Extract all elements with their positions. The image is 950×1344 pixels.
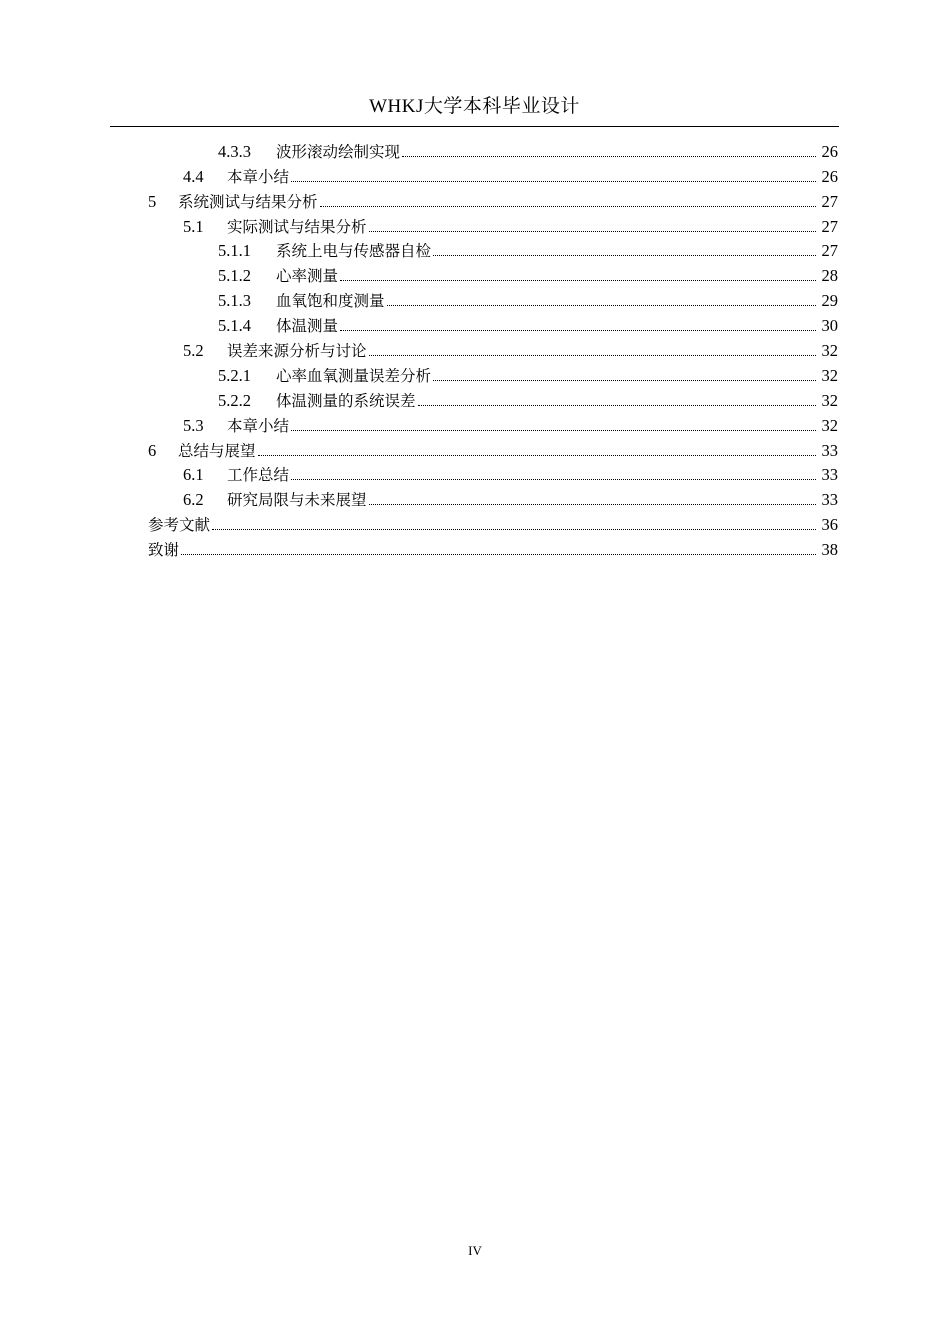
dot-leader	[340, 279, 816, 281]
toc-entry-number: 5.3	[183, 415, 204, 435]
page-header	[110, 92, 839, 127]
toc-entry-title: 参考文献	[148, 516, 211, 535]
toc-entry-number: 6	[148, 440, 157, 460]
toc-entry[interactable]	[148, 212, 838, 237]
toc-entry[interactable]	[148, 436, 838, 461]
toc-entry-number: 5.1.4	[218, 316, 251, 336]
toc-entry-number: 4.4	[183, 166, 204, 186]
toc-entry-title: 波形滚动绘制实现	[276, 142, 401, 161]
dot-leader	[369, 503, 816, 505]
toc-entry-page: 29	[821, 291, 838, 311]
dot-leader	[291, 180, 816, 182]
toc-entry-title: 研究局限与未来展望	[227, 491, 367, 510]
toc-entry-number: 6.1	[183, 465, 204, 485]
toc-entry-number: 5	[148, 191, 157, 211]
dot-leader	[291, 429, 816, 431]
toc-entry[interactable]	[148, 485, 838, 510]
toc-entry-title: 体温测量	[276, 317, 339, 336]
toc-entry[interactable]	[148, 535, 838, 560]
dot-leader	[340, 329, 816, 331]
toc-entry-title: 致谢	[148, 541, 180, 560]
toc-entry-page: 33	[821, 440, 838, 460]
toc-entry-page: 27	[821, 191, 838, 211]
dot-leader	[320, 205, 816, 207]
toc-entry[interactable]	[148, 237, 838, 262]
toc-entry-number: 5.2.1	[218, 365, 251, 385]
toc-entry-number: 4.3.3	[218, 141, 251, 161]
dot-leader	[369, 354, 816, 356]
toc-entry[interactable]	[148, 311, 838, 336]
toc-entry-number: 5.1.1	[218, 241, 251, 261]
toc-entry[interactable]	[148, 386, 838, 411]
table-of-contents	[148, 137, 838, 560]
toc-entry-page: 33	[821, 490, 838, 510]
toc-entry[interactable]	[148, 510, 838, 535]
toc-entry-number: 5.1.3	[218, 291, 251, 311]
dot-leader	[402, 155, 816, 157]
toc-entry-title: 系统上电与传感器自检	[276, 242, 432, 261]
page-footer	[0, 1243, 950, 1259]
toc-entry-number: 5.2	[183, 341, 204, 361]
dot-leader	[369, 230, 816, 232]
toc-entry-number: 5.2.2	[218, 390, 251, 410]
toc-entry-title: 系统测试与结果分析	[178, 192, 318, 211]
toc-entry-title: 本章小结	[227, 167, 290, 186]
dot-leader	[258, 454, 816, 456]
toc-entry[interactable]	[148, 336, 838, 361]
toc-entry-page: 32	[821, 365, 838, 385]
toc-entry-page: 27	[821, 241, 838, 261]
toc-entry-title: 实际测试与结果分析	[227, 217, 367, 236]
toc-entry-title: 血氧饱和度测量	[276, 292, 385, 311]
dot-leader	[433, 254, 816, 256]
toc-entry[interactable]	[148, 137, 838, 162]
toc-entry-page: 26	[821, 141, 838, 161]
page-number: IV	[468, 1243, 482, 1258]
toc-entry[interactable]	[148, 261, 838, 286]
toc-entry[interactable]	[148, 461, 838, 486]
toc-entry-page: 38	[821, 540, 838, 560]
toc-entry[interactable]	[148, 361, 838, 386]
dot-leader	[212, 528, 816, 530]
toc-entry-title: 误差来源分析与讨论	[227, 342, 367, 361]
toc-entry[interactable]	[148, 411, 838, 436]
dot-leader	[387, 304, 816, 306]
dot-leader	[418, 404, 816, 406]
toc-entry-title: 体温测量的系统误差	[276, 391, 416, 410]
toc-entry[interactable]	[148, 187, 838, 212]
toc-entry-title: 本章小结	[227, 416, 290, 435]
toc-entry-number: 6.2	[183, 490, 204, 510]
toc-entry-title: 心率血氧测量误差分析	[276, 366, 432, 385]
toc-entry-title: 总结与展望	[178, 441, 256, 460]
dot-leader	[433, 379, 816, 381]
toc-entry-page: 28	[821, 266, 838, 286]
toc-entry-number: 5.1.2	[218, 266, 251, 286]
dot-leader	[181, 553, 816, 555]
toc-entry[interactable]	[148, 162, 838, 187]
toc-entry-page: 27	[821, 216, 838, 236]
toc-entry-page: 33	[821, 465, 838, 485]
toc-entry-number: 5.1	[183, 216, 204, 236]
toc-entry-page: 26	[821, 166, 838, 186]
dot-leader	[291, 478, 816, 480]
toc-entry-title: 心率测量	[276, 267, 339, 286]
toc-entry-page: 36	[821, 515, 838, 535]
toc-entry-page: 32	[821, 390, 838, 410]
toc-entry-page: 32	[821, 341, 838, 361]
toc-entry-page: 32	[821, 415, 838, 435]
toc-entry[interactable]	[148, 286, 838, 311]
header-title: WHKJ大学本科毕业设计	[369, 96, 580, 117]
toc-entry-page: 30	[821, 316, 838, 336]
toc-entry-title: 工作总结	[227, 466, 290, 485]
